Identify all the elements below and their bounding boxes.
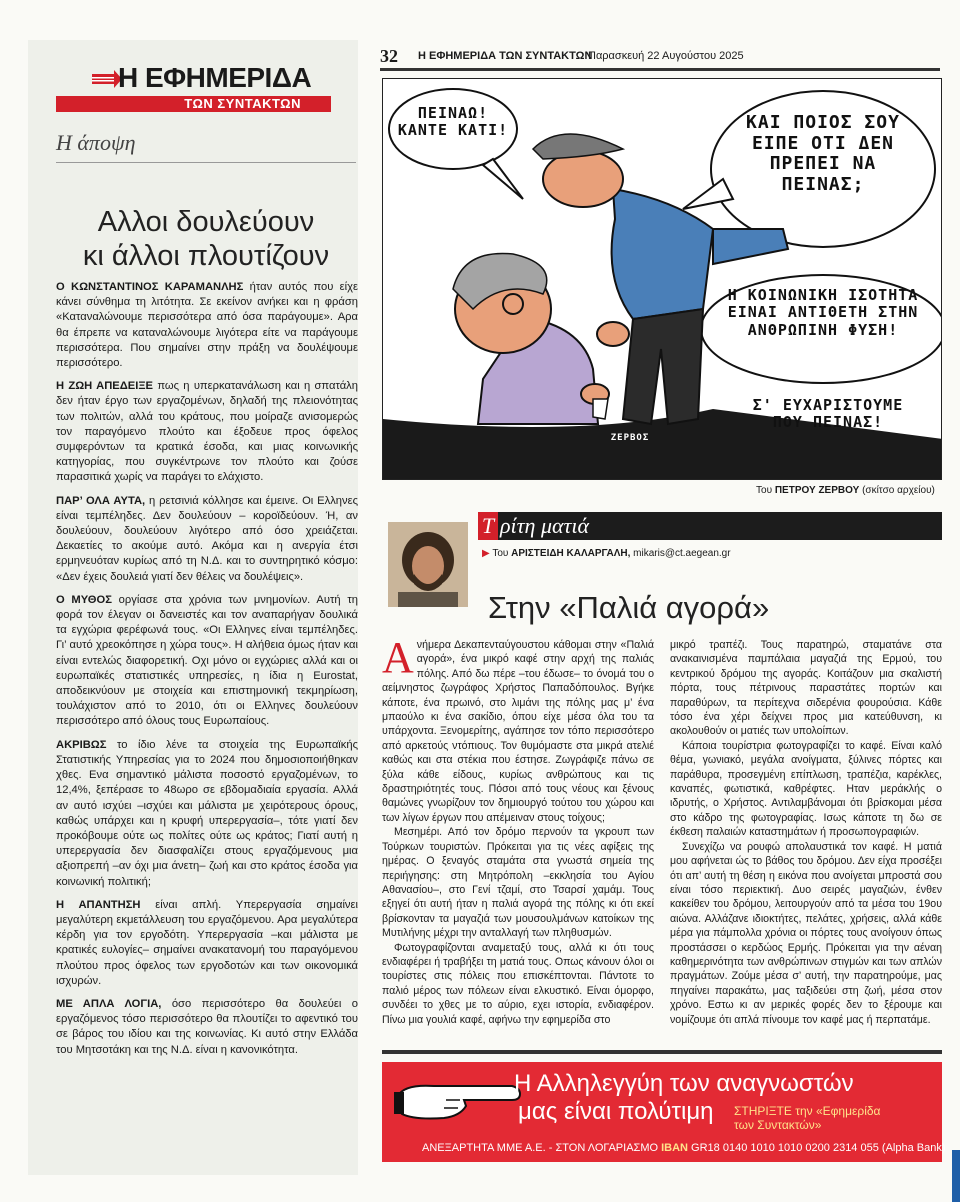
editorial-headline [56, 205, 356, 273]
page-header [380, 46, 940, 68]
bank-name: (Alpha Bank) [878, 1142, 946, 1154]
cta-line-2: των Συντακτών» [734, 1118, 822, 1132]
paragraph-text: το ίδιο λένε τα στοιχεία της Ευρωπαϊκής Στατιστικής Υπηρεσίας για το 2024 που δημοσιοποιήθηκαν χθες. Ενα σημαντικό μάλιστα ποσοστό εργαζομένων, το 12,4%, ξεπέρασε το 48ωρο σε εβδομαδιαία εργασία. Αλλά αν αυτό ισχύει –ισχύει και μάλιστα με χειρότερους όρους, καθώς υπάρχει και η κρυφή υπερεργασία–, τότε γιατί δεν προκόβουμε ούτε ως πολίτες ούτε ως κράτος; Γιατί αυτή η υπερεργασία δεν διασφαλίζει στους εργαζόμενους μια αξιοπρεπή –αν όχι μια άνετη– ζωή και στο κράτος έσοδα για κοινωνική πολιτική; [56, 738, 358, 888]
editorial-paragraph [56, 997, 358, 1058]
headline-line-1: Αλλοι δουλεύουν [97, 206, 315, 238]
paragraph-lead: Ο ΜΥΘΟΣ [56, 593, 112, 606]
header-date: Παρασκευή 22 Αυγούστου 2025 [588, 50, 744, 62]
paragraph-lead: ΠΑΡ’ ΟΛΑ ΑΥΤΑ, [56, 494, 146, 507]
paragraph-lead: Η ΑΠΑΝΤΗΣΗ [56, 898, 141, 911]
article-paragraph: Φωτογραφίζονται αναμεταξύ τους, αλλά κι ότι τους ενδιαφέρει ή τραβήξει τη ματιά τους. Οπως κάνουν όλοι οι τουρίστες στις πόλεις που επισκέπτονται. Πάντοτε το παλιό μέρος των πόλεων είναι ελκυστικό. Είναι όμορφο, συνδέει το χθες με το αύριο, εχει ιστορία, ενδιαφέρον. Πίνω μια γουλιά καφέ, αφήνω την εφημερίδα στο [382, 941, 654, 1026]
column-label [478, 512, 942, 540]
column-label-initial: Τ [478, 512, 498, 540]
article-column-1 [382, 633, 654, 1027]
caption-note: (σκίτσο αρχείου) [859, 485, 935, 496]
author-portrait-icon [388, 522, 468, 607]
editorial-column [28, 40, 358, 1175]
paragraph-text: πως η υπερκατανάλωση και η σπατάλη δεν ήταν έργο των εργαζομένων, δηλαδή της πλειονότητας των πολιτών, αλλά του κράτους, που μοίραζε ανισομερώς τον παραγόμενο πλούτο και έξοδευε προς όφελος συμφερόντων τα κρατικά έσοδα, και μιας κοινωνικής κατηγορίας, που συγκέντρωνε τον πλούτο και ζούσε παρασιτικά χωρίς να παράγει το ελάχιστο. [56, 380, 358, 484]
paragraph-lead: Ο ΚΩΝΣΤΑΝΤΙΝΟΣ ΚΑΡΑΜΑΝΛΗΣ [56, 281, 244, 293]
editorial-body [56, 280, 358, 1066]
article-column-2 [670, 638, 942, 1027]
article-paragraph: Συνεχίζω να ρουφώ απολαυστικά τον καφέ. Η ματιά μου αφήνεται ώς το βάθος του δρόμου. Δεν είχα προσέξει ότι απ’ αυτή τη θέση η εικόνα που ανοίγεται μπροστά σου είναι τόσο περιεκτική. Δυο σειρές μαγαζιών, ένθεν κακείθεν του δρόμου, λειτουργούν από τα μέσα του 19ου αιώνα. Αλλάζανε ιδιοκτήτες, πελάτες, χρήσεις, αλλά κάθε μέρα για πάμπολλα χρόνια οι πόρτες τους ανοίγουν όπως προστάσσει ο κερδώος Ερμής. Πρόκειται για την αέναη καθημερινότητα των ανθρώπινων στιγμών και των απλών πραγμάτων. Ζούμε μέσα σ’ αυτή, την παρατηρούμε, μας πηγαίνει παρακάτω, μας ταξιδεύει στη ζωή, μέσα στον χρόνο. Εστω κι αν μερικές φορές δεν το ξέρουμε και νομίζουμε ότι απλά πίνουμε τον καφέ μας ή περπατάμε. [670, 840, 942, 1026]
article-paragraph: Μεσημέρι. Από τον δρόμο περνούν τα γκρουπ των Τούρκων τουριστών. Πρόκειται για τις νέες αφίξεις της ημέρας. Ο ξεναγός σταμάτα στα γνωστά σημεία της περιήγησης: στη Μητρόπολη –εκκλησία του Αγίου Αθανασίου–, στο Γενί τζαμί, στο Τσαρσί χαμάμ. Τους εξηγεί ότι αυτή ήταν η παλιά αγορά της πόλης κι ότι εκεί βρίσκονταν τα μαγαζιά των μουσουλμάνων κατοίκων της Μυτιλήνης μέχρι την ανταλλαγή των πληθυσμών. [382, 826, 654, 940]
section-label: Η άποψη [56, 130, 136, 155]
iban-label: IBAN [661, 1142, 688, 1154]
paragraph-lead: Η ΖΩΗ ΑΠΕΔΕΙΞΕ [56, 380, 154, 393]
cartoon-caption [756, 485, 935, 496]
banner-subtitle: μας είναι πολύτιμη [518, 1098, 714, 1125]
masthead-subtitle: ΤΩΝ ΣΥΝΤΑΚΤΩΝ [56, 96, 331, 112]
paragraph-text: η ρετσινιά κόλλησε και έμεινε. Οι Ελληνες είναι τεμπέληδες. Δεν δουλεύουν – κοροϊδεύουν. Ή, αν δουλεύουν, δουλεύουν λιγότερο από όσο χρειάζεται. Δεκαετίες το ακούμε αυτό. Ακόμα και η ανεργία έτσι ερμηνευόταν κυρίως από τη Ν.Δ. και το συντηρητικό κόσμο: «Δεν έχεις δουλειά γιατί δεν θέλεις να δουλέψεις». [56, 494, 358, 583]
page-number: 32 [380, 46, 398, 66]
cta-line-1: ΣΤΗΡΙΞΤΕ την «Εφημερίδα [734, 1104, 881, 1118]
header-rule [380, 68, 940, 71]
article-paragraph [382, 633, 654, 825]
paragraph-lead: ΜΕ ΑΠΛΑ ΛΟΓΙΑ, [56, 997, 162, 1010]
cartoon [382, 78, 942, 480]
byline-author: ΑΡΙΣΤΕΙΔΗ ΚΑΛΑΡΓΑΛΗ, [511, 548, 631, 559]
solidarity-banner[interactable] [382, 1062, 946, 1162]
cartoon-bubble-equality: Η ΚΟΙΝΩΝΙΚΗ ΙΣΟΤΗΤΑ ΕΙΝΑΙ ΑΝΤΙΘΕΤΗ ΣΤΗΝ ΑΝΘΡΩΠΙΝΗ ΦΥΣΗ! [727, 286, 919, 339]
cartoon-bubble-hungry: ΠΕΙΝΑΩ! ΚΑΝΤΕ ΚΑΤΙ! [397, 104, 509, 140]
banner-cta [734, 1104, 880, 1132]
caption-author: ΠΕΤΡΟΥ ΖΕΡΒΟΥ [774, 485, 860, 496]
byline-triangle-icon: ▶ [482, 548, 490, 559]
paragraph-lead: ΑΚΡΙΒΩΣ [56, 738, 107, 751]
pointing-hand-icon [394, 1076, 524, 1126]
byline-email[interactable]: mikaris@ct.aegean.gr [630, 548, 731, 559]
section-divider [56, 162, 356, 163]
paragraph-text: είναι απλή. Υπερεργασία σημαίνει μεγαλύτερη εκμετάλλευση του εργαζόμενου. Αρα μεγαλύτερα κέρδη για τον εργοδότη. Υπερεργασία –και μάλιστα με κρατικές ευλογίες– σημαίνει ανακατανομή του παραγόμενου πλούτου προς όφελος των εργοδοτών και των οικονομικά ισχυρών. [56, 898, 358, 987]
cartoon-signature: ΖΕΡΒΟΣ [610, 433, 650, 443]
caption-prefix: Του [756, 485, 775, 496]
editorial-paragraph [56, 379, 358, 485]
banner-account-info [422, 1142, 946, 1154]
iban-number: GR18 0140 1010 1010 0200 2314 055 [688, 1142, 879, 1154]
cartoon-bubble-thanks: Σ' ΕΥΧΑΡΙΣΤΟΥΜΕ ΠΟΥ ΠΕΙΝΑΣ! [752, 396, 904, 432]
cartoon-bubble-who-said: ΚΑΙ ΠΟΙΟΣ ΣΟΥ ΕΙΠΕ ΟΤΙ ΔΕΝ ΠΡΕΠΕΙ ΝΑ ΠΕΙΝΑΣ; [746, 112, 900, 196]
header-paper-name: Η ΕΦΗΜΕΡΙΔΑ ΤΩΝ ΣΥΝΤΑΚΤΩΝ [418, 50, 593, 62]
editorial-paragraph [56, 280, 358, 371]
column-title: Στην «Παλιά αγορά» [488, 590, 770, 625]
column-label-text: ρίτη ματιά [500, 513, 590, 538]
page-edge-marker [952, 1150, 960, 1202]
editorial-paragraph [56, 494, 358, 585]
byline-prefix: Του [492, 548, 512, 559]
paragraph-text: νήμερα Δεκαπενταύγουστου κάθομαι στην «Παλιά αγορά», ένα μικρό καφέ στην αρχή της παλιάς πόλης. Από δω πέρε –του έδωσε– το όνομά του ο αείμνηστος ζωγράφος Χρήστος Παπαδόπουλος. Βγήκε κάποτε, ένα πρωινό, στο λιμάνι της πόλης μας μ’ ένα μπαούλο κι ένα σακίδιο, όπου είχε μέσα όλα του τα υπάρχοντα. Ξενομερίτης, αγάπησε τον τόπο περισσότερο από αρκετούς ντόπιους. Τον θυμόμαστε στα μικρά ατελιέ καθώς και στα στέκια που έστησε. Ζωγράφιζε πάνω σε ξύλα κάθε είδους, κυρίως ανθρώπους και τις δραστηριότητές τους. Πόσοι από τους νέους και ξένους θαμώνες γνωρίζουν τον δημιουργό τούτου του χώρου και των λίγων έργων που απέμειναν στους τοίχους; [382, 639, 654, 824]
banner-title: Η Αλληλεγγύη των αναγνωστών [514, 1070, 854, 1097]
article-paragraph: μικρό τραπέζι. Τους παρατηρώ, σταματάνε στα ανακαινισμένα παμπάλαια μαγαζιά της Ερμού, του κεντρικού δρόμου της αγοράς. Κοιτάζουν μια σκαλιστή πόρτα, τους πέτρινους παραστάτες πορτών και παραθύρων, τα περίτεχνα σιδερένια φουρούσια. Κάθε τόσο ένα χέρι δείχνει προς μια κατεύθυνση, κι ακολουθούν οι ματιές των υπολοίπων. [670, 639, 942, 738]
author-photo [388, 522, 468, 607]
editorial-paragraph [56, 593, 358, 730]
masthead-title: Η ΕΦΗΜΕΡΙΔΑ [118, 62, 312, 93]
article-paragraph: Κάποια τουρίστρια φωτογραφίζει το καφέ. Είναι καλό θέμα, γωνιακό, μεγάλα ανοίγματα, ξύλινες πόρτες και παράθυρα, προσεγμένη επίπλωση, τραπέζια, καρέκλες, καναπές, φωτιστικά, καθρέφτες. Ηταν μεράκλής ο ιδρυτής, ο Χρήστος. Αντιλαμβάνομαι ότι βρίσκομαι μέσα στο κάδρο της φωτογραφίας. Ισως κάποτε τη δω σε έκθεση παλαιών καταστημάτων ή προσωπογραφιών. [670, 739, 942, 839]
drop-cap: Α [382, 633, 414, 682]
editorial-paragraph [56, 898, 358, 989]
article-bottom-rule [382, 1050, 942, 1054]
column-byline [482, 548, 731, 559]
account-prefix: ΑΝΕΞΑΡΤΗΤΑ ΜΜΕ Α.Ε. - ΣΤΟΝ ΛΟΓΑΡΙΑΣΜΟ [422, 1142, 662, 1154]
headline-line-2: κι άλλοι πλουτίζουν [82, 240, 330, 272]
paragraph-text: ήταν αυτός που είχε κάνει σύνθημα τη λιτότητα. Σε εκείνον ανήκει και η φράση «Καταναλώνουμε περισσότερα από όσα παράγουμε». Αρα θα έπρεπε να καταναλώνουμε λιγότερα είτε να παράγουμε περισσότερα. Που σημαίνει στην πράξη να δουλέψουμε περισσότερο. [56, 281, 358, 370]
masthead-logo [28, 62, 358, 112]
paragraph-text: οργίασε στα χρόνια των μνημονίων. Αυτή τη φορά τον έλεγαν οι δανειστές και τον αναπαρήγαν δουλικά τα εγχώρια φερέφωνά τους. «Οι Ελληνες είναι τεμπέληδες. Γι’ αυτό χρεοκόπησε η χώρα τους». Η αλήθεια όμως ήταν και είναι εντελώς διαφορετική. Οχι μόνο οι εγχώριες αλλά και οι ευρωπαϊκές στατιστικές υπηρεσίες, η ίδια η Eurostat, αποδεικνύουν με στοιχεία και επιστημονική τεκμηρίωση, τουλάχιστον από το 2010, ότι οι Ελληνες δουλεύουν περισσότερο από όλους τους Ευρωπαίους. [56, 593, 358, 728]
editorial-paragraph [56, 738, 358, 890]
paragraph-text: όσο περισσότερο θα δουλεύει ο εργαζόμενος τόσο περισσότερο θα πλουτίζει το αφεντικό του σε βάρος του ιδίου και της κοινωνίας. Κι αυτό στην Ελλάδα του Μητσοτάκη και της Ν.Δ. είναι η κανονικότητα. [56, 997, 358, 1056]
